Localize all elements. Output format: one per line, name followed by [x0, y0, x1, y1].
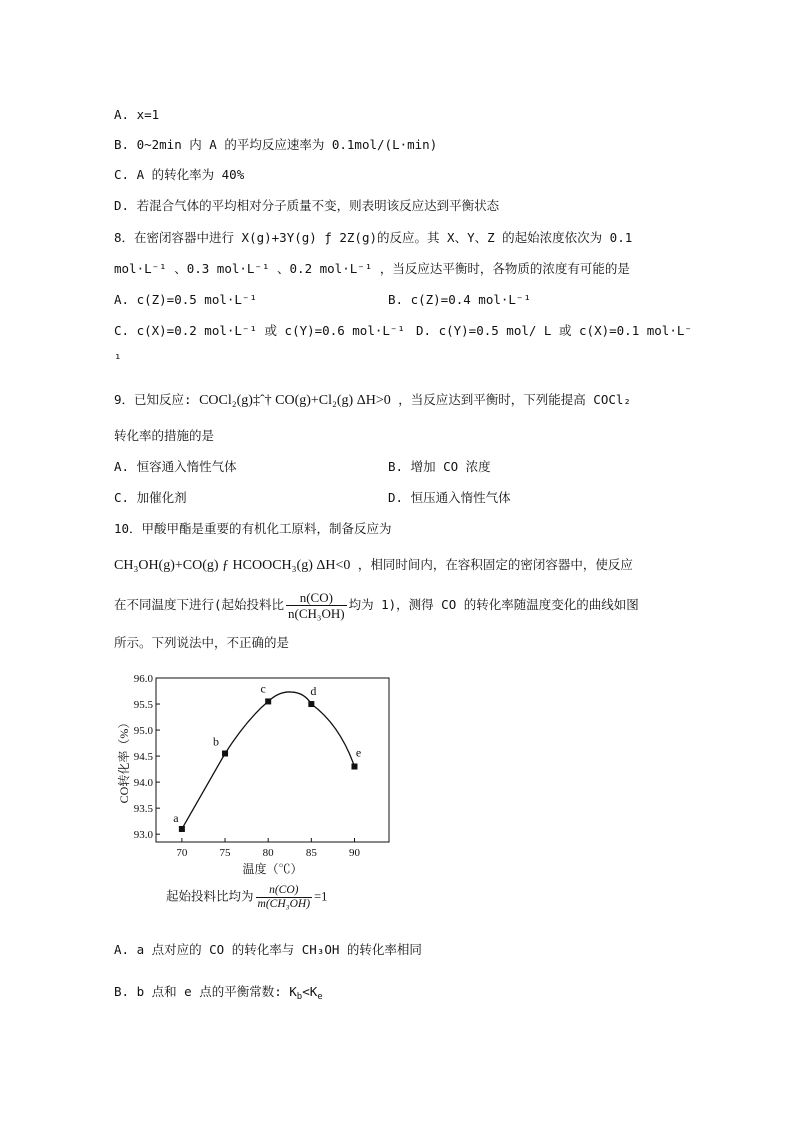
y-tick-label: 93.0	[133, 829, 153, 842]
y-axis-label: CO转化率（%）	[117, 716, 131, 804]
q8-option-c: C. c(X)=0.2 mol·L⁻¹ 或 c(Y)=0.6 mol·L⁻¹	[114, 323, 405, 338]
y-tick-label: 94.0	[133, 777, 153, 790]
x-tick-label: 70	[176, 847, 188, 859]
less-than-k: <K	[302, 984, 318, 999]
caption-suffix: =1	[314, 889, 328, 904]
co-conversion-chart	[114, 668, 404, 880]
q9-stem-line2: 转化率的措施的是	[114, 428, 215, 443]
q8-stem-line1: 8．在密闭容器中进行 X(g)+3Y(g) ƒ 2Z(g)的反应。其 X、Y、Z 的起始浓度依次为 0.1	[114, 230, 633, 245]
point-label-d: d	[310, 684, 317, 699]
data-point-a	[179, 826, 185, 832]
point-label-e: e	[355, 745, 362, 760]
q8-option-a: A. c(Z)=0.5 mol·L⁻¹	[114, 292, 257, 307]
data-point-d	[308, 701, 314, 707]
q8-option-d: D. c(Y)=0.5 mol/ L 或 c(X)=0.1 mol·L⁻	[416, 323, 692, 338]
q7-option-b: B. 0~2min 内 A 的平均反应速率为 0.1mol/(L·min)	[114, 137, 438, 152]
point-label-b: b	[213, 734, 220, 749]
q10-stem-line2-suffix: ，相同时间内，在容积固定的密闭容器中，使反应	[357, 557, 633, 572]
x-tick-label: 75	[219, 847, 231, 859]
kb-subscript: b	[296, 992, 303, 1002]
q10-stem-line2	[114, 556, 633, 575]
x-axis-label: 温度（℃）	[242, 862, 303, 876]
q9-suffix: ，当反应达到平衡时，下列能提高 COCl₂	[398, 392, 631, 407]
q10-equation: CH₃OH(g)+CO(g) ƒ HCOOCH₃(g) ΔH<0	[114, 558, 351, 573]
q7-option-a: A. x=1	[114, 107, 160, 122]
y-tick-label: 93.5	[133, 803, 153, 816]
q10-stem-line3-prefix: 在不同温度下进行(起始投料比	[114, 597, 285, 612]
q9-option-a: A. 恒容通入惰性气体	[114, 459, 237, 474]
q7-option-d: D. 若混合气体的平均相对分子质量不变，则表明该反应达到平衡状态	[114, 198, 500, 213]
ke-subscript: e	[317, 992, 323, 1002]
plot-frame	[156, 678, 389, 842]
q8-stem-line2: mol·L⁻¹ 、0.3 mol·L⁻¹ 、0.2 mol·L⁻¹ ，当反应达平衡时，各物质的浓度有可能的是	[114, 261, 630, 276]
q10-stem-line3-suffix: 均为 1)，测得 CO 的转化率随温度变化的曲线如图	[348, 597, 639, 612]
y-tick-label: 94.5	[133, 751, 153, 764]
x-tick-label: 90	[348, 847, 360, 859]
q9-stem-line1	[114, 391, 631, 410]
x-tick-label: 85	[305, 847, 317, 859]
point-label-c: c	[260, 681, 266, 696]
y-tick-label: 95.5	[133, 699, 153, 712]
data-points	[173, 681, 361, 832]
caption-prefix: 起始投料比均为	[166, 889, 254, 904]
y-tick-label: 96.0	[133, 673, 153, 685]
caption-denominator: m(CH₃OH)	[257, 898, 311, 910]
point-label-a: a	[173, 810, 179, 825]
q8-option-b: B. c(Z)=0.4 mol·L⁻¹	[388, 292, 531, 307]
q10-stem-line1: 10．甲酸甲酯是重要的有机化工原料，制备反应为	[114, 521, 392, 536]
x-axis-ticks	[176, 838, 360, 859]
y-tick-label: 95.0	[133, 725, 153, 738]
data-point-b	[222, 750, 228, 756]
conversion-curve	[182, 692, 355, 829]
q10-stem-line3	[114, 588, 639, 622]
feed-ratio-denominator: n(CH₃OH)	[288, 606, 345, 621]
q9-equation: COCl₂(g)‡ˆ† CO(g)+Cl₂(g) ΔH>0	[199, 393, 391, 408]
caption-fraction	[256, 884, 313, 911]
chart-caption	[166, 884, 327, 911]
chart-frame	[156, 678, 389, 842]
data-point-c	[265, 698, 271, 704]
q7-option-c: C. A 的转化率为 40%	[114, 167, 245, 182]
data-point-e	[351, 764, 357, 770]
q8-option-d-wrap: ¹	[114, 351, 122, 366]
q9-option-c: C. 加催化剂	[114, 490, 187, 505]
q10-option-a: A. a 点对应的 CO 的转化率与 CH₃OH 的转化率相同	[114, 942, 422, 957]
feed-ratio-numerator: n(CO)	[286, 590, 347, 606]
q10-option-b	[114, 983, 323, 1001]
feed-ratio-fraction	[286, 590, 347, 621]
caption-numerator: n(CO)	[256, 884, 313, 898]
q9-option-d: D. 恒压通入惰性气体	[388, 490, 511, 505]
q10-stem-line4: 所示。下列说法中，不正确的是	[114, 635, 290, 650]
q9-option-b: B. 增加 CO 浓度	[388, 459, 491, 474]
q10-option-b-text: B. b 点和 e 点的平衡常数: K	[114, 984, 297, 999]
q9-prefix: 9．已知反应:	[114, 392, 200, 407]
x-tick-label: 80	[262, 847, 274, 859]
